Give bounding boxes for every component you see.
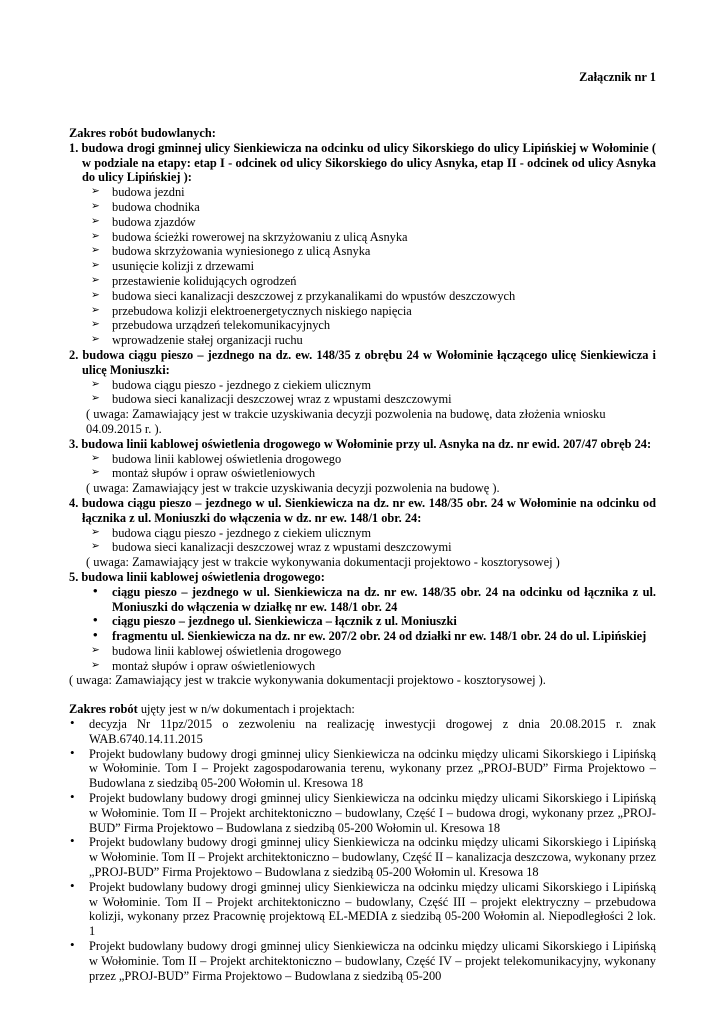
arrow-bullet-icon: ➢ bbox=[91, 393, 100, 405]
arrow-bullet-icon: ➢ bbox=[91, 186, 100, 198]
arrow-bullet-icon: ➢ bbox=[91, 260, 100, 272]
bullet-icon: • bbox=[93, 627, 98, 643]
arrow-bullet-icon: ➢ bbox=[91, 467, 100, 479]
arrow-bullet-icon: ➢ bbox=[91, 378, 100, 390]
bullet-icon: • bbox=[70, 937, 75, 953]
list-item: • Projekt budowlany budowy drogi gminnej ulicy Sienkiewicza na odcinku między ulicami Sikorskiego i Lipińską w Wołominie. Tom II – Projekt architektoniczno – budowlany, Część IV – projekt telekomunikacyjny, wykonany przez „PROJ-BUD” Firma Projektowo – Budowlana z siedzibą 05-200 bbox=[70, 937, 656, 983]
attachment-label: Załącznik nr 1 bbox=[579, 70, 656, 84]
list-item: • ciągu pieszo – jezdnego w ul. Sienkiewicza na dz. nr ew. 148/35 obr. 24 na odcinku od łącznika z ul. Moniuszki do włączenia w działkę nr ew. 148/1 obr. 24 bbox=[93, 582, 656, 614]
arrow-bullet-icon: ➢ bbox=[91, 304, 100, 316]
list-item: ➢ montaż słupów i opraw oświetleniowych bbox=[91, 658, 316, 673]
list-item: ➢ przestawienie kolidujących ogrodzeń bbox=[91, 273, 297, 288]
docs-intro: Zakres robót ujęty jest w n/w dokumentach i projektach: bbox=[69, 702, 355, 717]
bullet-icon: • bbox=[93, 582, 98, 598]
list-item: ➢ budowa jezdni bbox=[91, 185, 185, 200]
arrow-bullet-icon: ➢ bbox=[91, 541, 100, 553]
scope-heading: Zakres robót budowlanych: bbox=[69, 126, 216, 140]
list-item: • Projekt budowlany budowy drogi gminnej ulicy Sienkiewicza na odcinku między ulicami Sikorskiego i Lipińską w Wołominie. Tom II – Projekt architektoniczno – budowlany, Część II – kanalizacja deszczowa, wykonany przez „PROJ-BUD” Firma Projektowo – Budowlana z siedzibą 05-200 Wołomin ul. Kresowa 18 bbox=[70, 833, 656, 880]
list-item: • fragmentu ul. Sienkiewicza na dz. nr ew. 207/2 obr. 24 od działki nr ew. 148/1 obr. 24 do ul. Lipińskiej bbox=[93, 627, 647, 644]
arrow-bullet-icon: ➢ bbox=[91, 452, 100, 464]
list-item: ➢ budowa ciągu pieszo - jezdnego z ciekiem ulicznym bbox=[91, 377, 372, 392]
arrow-bullet-icon: ➢ bbox=[91, 334, 100, 346]
list-item: ➢ budowa zjazdów bbox=[91, 214, 196, 229]
arrow-bullet-icon: ➢ bbox=[91, 526, 100, 538]
arrow-bullet-icon: ➢ bbox=[91, 289, 100, 301]
section-2-note: ( uwaga: Zamawiający jest w trakcie uzyskiwania decyzji pozwolenia na budowę, data złożenia wniosku 04.09.2015 r. ). bbox=[86, 407, 606, 436]
list-item: ➢ budowa sieci kanalizacji deszczowej wraz z wpustami deszczowymi bbox=[91, 392, 452, 407]
list-item: ➢ budowa linii kablowej oświetlenia drogowego bbox=[91, 451, 342, 466]
section-3-title: 3. budowa linii kablowej oświetlenia drogowego w Wołominie przy ul. Asnyka na dz. nr ewid. 207/47 obręb 24: bbox=[69, 436, 652, 451]
list-item: ➢ budowa chodnika bbox=[91, 199, 200, 214]
arrow-bullet-icon: ➢ bbox=[91, 200, 100, 212]
arrow-bullet-icon: ➢ bbox=[91, 245, 100, 257]
arrow-bullet-icon: ➢ bbox=[91, 274, 100, 286]
list-item: ➢ montaż słupów i opraw oświetleniowych bbox=[91, 466, 316, 481]
list-item: • decyzja Nr 11pz/2015 o zezwoleniu na realizację inwestycji drogowej z dnia 20.08.2015 r. znak WAB.6740.14.11.2015 bbox=[70, 715, 656, 746]
bullet-icon: • bbox=[93, 612, 98, 628]
section-5-title: 5. budowa linii kablowej oświetlenia drogowego: bbox=[69, 569, 325, 584]
section-4-note: ( uwaga: Zamawiający jest w trakcie wykonywania dokumentacji projektowo - kosztorysowej ) bbox=[86, 555, 560, 570]
spacer bbox=[69, 688, 656, 702]
bullet-icon: • bbox=[70, 789, 75, 805]
arrow-bullet-icon: ➢ bbox=[91, 644, 100, 656]
list-item: • Projekt budowlany budowy drogi gminnej ulicy Sienkiewicza na odcinku między ulicami Sikorskiego i Lipińską w Wołominie. Tom II – Projekt architektoniczno – budowlany, Część I – budowa drogi, wykonany przez „PROJ-BUD” Firma Projektowo – Budowlana z siedzibą 05-200 Wołomin ul. Kresowa 18 bbox=[70, 789, 656, 835]
section-3-note: ( uwaga: Zamawiający jest w trakcie uzyskiwania decyzji pozwolenia na budowę ). bbox=[86, 481, 500, 496]
arrow-bullet-icon: ➢ bbox=[91, 319, 100, 331]
arrow-bullet-icon: ➢ bbox=[91, 659, 100, 671]
list-item: ➢ usunięcie kolizji z drzewami bbox=[91, 259, 255, 274]
list-item: ➢ budowa linii kablowej oświetlenia drogowego bbox=[91, 643, 342, 658]
section-1-title: 1. budowa drogi gminnej ulicy Sienkiewicza na odcinku od ulicy Sikorskiego do ulicy Lipińskiej w Wołominie ( w podziale na etapy: etap I - odcinek od ulicy Sikorskiego do ulicy Asnyka, etap II - odcinek od ulicy Asnyka do ulicy Lipińskiej ): bbox=[69, 140, 656, 185]
list-item: ➢ wprowadzenie stałej organizacji ruchu bbox=[91, 333, 303, 348]
section-4-title: 4. budowa ciągu pieszo – jezdnego w ul. Sienkiewicza na dz. nr ew. 148/35 obr. 24 w Wołominie na odcinku od łącznika z ul. Moniuszki do włączenia w dz. nr ew. 148/1 obr. 24: bbox=[69, 495, 656, 525]
arrow-bullet-icon: ➢ bbox=[91, 230, 100, 242]
list-item: • Projekt budowlany budowy drogi gminnej ulicy Sienkiewicza na odcinku między ulicami Sikorskiego i Lipińską w Wołominie. Tom II – Projekt architektoniczno – budowlany, Część III – projekt elektryczny – przebudowa kolizji, wykonany przez Pracownię projektową EL-MEDIA z siedzibą 05-200 Wołomin al. Niepodległości 2 lok. 1 bbox=[70, 877, 656, 939]
list-item: ➢ przebudowa urządzeń telekomunikacyjnych bbox=[91, 318, 331, 333]
section-5-note: ( uwaga: Zamawiający jest w trakcie wykonywania dokumentacji projektowo - kosztorysowej ). bbox=[69, 673, 546, 688]
bullet-icon: • bbox=[70, 833, 75, 849]
list-item: • ciągu pieszo – jezdnego ul. Sienkiewicza – łącznik z ul. Moniuszki bbox=[93, 612, 457, 629]
list-item: ➢ budowa sieci kanalizacji deszczowej wraz z wpustami deszczowymi bbox=[91, 540, 452, 555]
bullet-icon: • bbox=[70, 715, 75, 731]
section-2-title: 2. budowa ciągu pieszo – jezdnego na dz. ew. 148/35 z obrębu 24 w Wołominie łączącego ulicę Sienkiewicza i ulicę Moniuszki: bbox=[69, 347, 656, 377]
list-item: • Projekt budowlany budowy drogi gminnej ulicy Sienkiewicza na odcinku między ulicami Sikorskiego i Lipińską w Wołominie. Tom I – Projekt zagospodarowania terenu, wykonany przez „PROJ-BUD” Firma Projektowo – Budowlana z siedzibą 05-200 Wołomin ul. Kresowa 18 bbox=[70, 744, 656, 791]
list-item: ➢ budowa skrzyżowania wyniesionego z ulicą Asnyka bbox=[91, 244, 371, 259]
list-item: ➢ budowa sieci kanalizacji deszczowej z przykanalikami do wpustów deszczowych bbox=[91, 288, 516, 303]
list-item: ➢ budowa ścieżki rowerowej na skrzyżowaniu z ulicą Asnyka bbox=[91, 229, 408, 244]
bullet-icon: • bbox=[70, 744, 75, 760]
arrow-bullet-icon: ➢ bbox=[91, 215, 100, 227]
document-body bbox=[69, 126, 656, 983]
bullet-icon: • bbox=[70, 877, 75, 893]
list-item: ➢ budowa ciągu pieszo - jezdnego z ciekiem ulicznym bbox=[91, 525, 372, 540]
list-item: ➢ przebudowa kolizji elektroenergetycznych niskiego napięcia bbox=[91, 303, 412, 318]
